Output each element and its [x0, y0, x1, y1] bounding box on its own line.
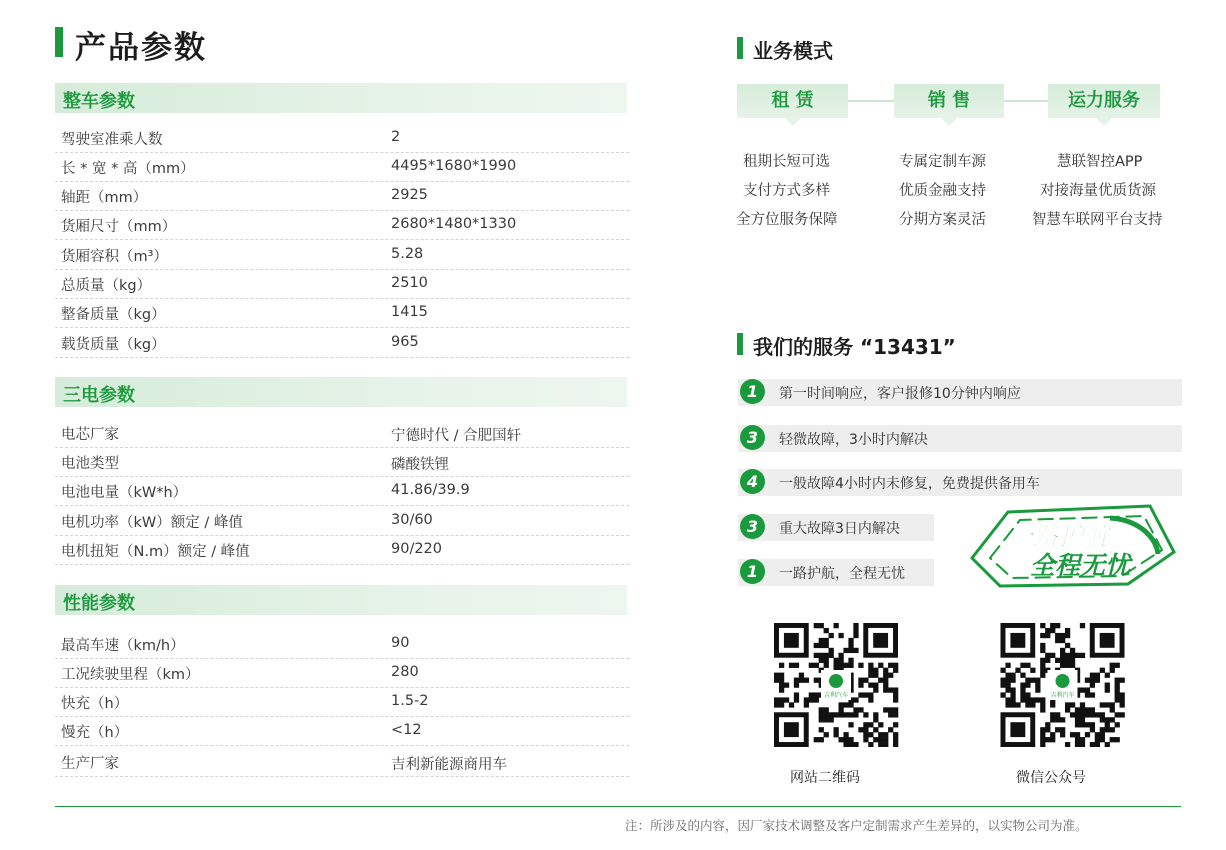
table-row — [55, 535, 629, 565]
table-row — [55, 181, 629, 211]
business-tab-sales: 销 售 — [894, 84, 1004, 118]
param-label: 长 * 宽 * 高（mm） — [61, 161, 195, 177]
table-row — [55, 687, 629, 717]
service-text: 重大故障3日内解决 — [779, 521, 900, 537]
param-label: 轴距（mm） — [61, 190, 148, 206]
business-tab-transport: 运力服务 — [1048, 84, 1160, 118]
param-value: 宁德时代 / 合肥国轩 — [391, 428, 522, 444]
service-item — [738, 425, 1182, 452]
table-row — [55, 658, 629, 688]
param-label: 货厢容积（m³） — [61, 249, 168, 265]
page-title: 产品参数 — [75, 30, 207, 66]
param-value: 吉利新能源商用车 — [391, 757, 507, 773]
table-row — [55, 418, 629, 448]
param-value: 2680*1480*1330 — [391, 216, 517, 232]
param-label: 总质量（kg） — [61, 278, 152, 294]
table-row — [55, 328, 629, 358]
param-label: 驾驶室准乘人数 — [61, 132, 163, 148]
section-title: 三电参数 — [63, 385, 135, 406]
qr-center-label: 吉利汽车 — [823, 692, 849, 699]
business-item: 优质金融支持 — [899, 183, 986, 199]
table-row — [55, 152, 629, 182]
section-title: 整车参数 — [63, 91, 135, 112]
service-item — [738, 559, 934, 586]
section-title: 性能参数 — [63, 593, 135, 614]
param-label: 电池电量（kW*h） — [61, 485, 188, 501]
service-text: 一路护航，全程无忧 — [779, 566, 905, 582]
table-row — [55, 476, 629, 506]
business-item: 分期方案灵活 — [899, 212, 986, 228]
param-value: 90/220 — [391, 541, 443, 557]
service-text: 一般故障4小时内未修复，免费提供备用车 — [779, 476, 1040, 492]
param-value: 41.86/39.9 — [391, 482, 470, 498]
title-accent-bar — [55, 27, 63, 57]
footnote: 注：所涉及的内容，因厂家技术调整及客户定制需求产生差异的，以实物公司为准。 — [625, 818, 1088, 833]
param-value: 90 — [391, 635, 410, 651]
param-value: 1.5-2 — [391, 693, 429, 709]
param-label: 电机扭矩（N.m）额定 / 峰值 — [61, 544, 250, 560]
table-row — [55, 629, 629, 659]
param-label: 货厢尺寸（mm） — [61, 219, 177, 235]
qr-caption-wechat: 微信公众号 — [1016, 770, 1086, 786]
table-row — [55, 269, 629, 299]
business-accent-bar — [737, 37, 743, 59]
qr-center-label: 吉利汽车 — [1050, 692, 1075, 699]
service-text: 轻微故障，3小时内解决 — [779, 432, 928, 448]
param-value: 4495*1680*1990 — [391, 158, 517, 174]
business-item: 慧联智控APP — [1057, 154, 1143, 170]
param-value: 2510 — [391, 275, 428, 291]
section-header-vehicle — [55, 83, 627, 113]
table-row — [55, 210, 629, 240]
qr-caption-website: 网站二维码 — [790, 770, 860, 786]
param-label: 整备质量（kg） — [61, 307, 166, 323]
param-label: 快充（h） — [61, 696, 129, 712]
business-item: 专属定制车源 — [899, 154, 986, 170]
badge-line-2: 全程无忧 — [1030, 551, 1131, 580]
badge-line-1: 一路护航 — [1008, 522, 1109, 551]
table-row — [55, 506, 629, 536]
service-text: 第一时间响应，客户报修10分钟内响应 — [779, 386, 1021, 402]
param-value: 965 — [391, 334, 419, 350]
business-connector-line — [1004, 100, 1048, 102]
table-row — [55, 240, 629, 270]
business-item: 全方位服务保障 — [736, 212, 838, 228]
section-header-electric — [55, 377, 627, 407]
business-item: 支付方式多样 — [743, 183, 830, 199]
business-item: 智慧车联网平台支持 — [1032, 212, 1163, 228]
section-header-performance — [55, 585, 627, 615]
param-label: 慢充（h） — [61, 725, 129, 741]
param-label: 电芯厂家 — [61, 427, 119, 443]
service-title: 我们的服务 “13431” — [753, 335, 956, 359]
param-label: 载货质量（kg） — [61, 337, 166, 353]
business-item: 对接海量优质货源 — [1040, 183, 1156, 199]
escort-badge-icon — [960, 498, 1182, 590]
business-connector-line — [848, 100, 894, 102]
service-accent-bar — [737, 333, 743, 355]
param-value: <12 — [391, 722, 422, 738]
table-row — [55, 123, 629, 153]
service-number-badge: 3 — [740, 425, 765, 450]
param-label: 工况续驶里程（km） — [61, 667, 200, 683]
service-item — [738, 379, 1182, 406]
service-item — [738, 469, 1182, 496]
business-item: 租期长短可选 — [743, 154, 830, 170]
service-number-badge: 3 — [740, 514, 765, 539]
param-label: 电池类型 — [61, 456, 119, 472]
table-row — [55, 298, 629, 328]
business-title: 业务模式 — [753, 39, 833, 63]
table-row — [55, 747, 629, 777]
service-number-badge: 4 — [740, 469, 765, 494]
param-label: 最高车速（km/h） — [61, 638, 185, 654]
param-value: 2 — [391, 129, 401, 145]
param-label: 生产厂家 — [61, 756, 119, 772]
table-row — [55, 716, 629, 746]
service-number-badge: 1 — [740, 379, 765, 404]
table-row — [55, 447, 629, 477]
business-tab-rental: 租 赁 — [737, 84, 848, 118]
service-number-badge: 1 — [740, 559, 765, 584]
param-value: 5.28 — [391, 246, 424, 262]
param-value: 1415 — [391, 304, 428, 320]
qr-code-wechat — [991, 623, 1134, 747]
param-value: 280 — [391, 664, 419, 680]
param-value: 2925 — [391, 187, 428, 203]
qr-code-website — [770, 623, 902, 747]
param-value: 30/60 — [391, 512, 433, 528]
footer-divider — [55, 806, 1181, 807]
param-value: 磷酸铁锂 — [391, 457, 449, 473]
param-label: 电机功率（kW）额定 / 峰值 — [61, 515, 243, 531]
service-item — [738, 514, 934, 541]
